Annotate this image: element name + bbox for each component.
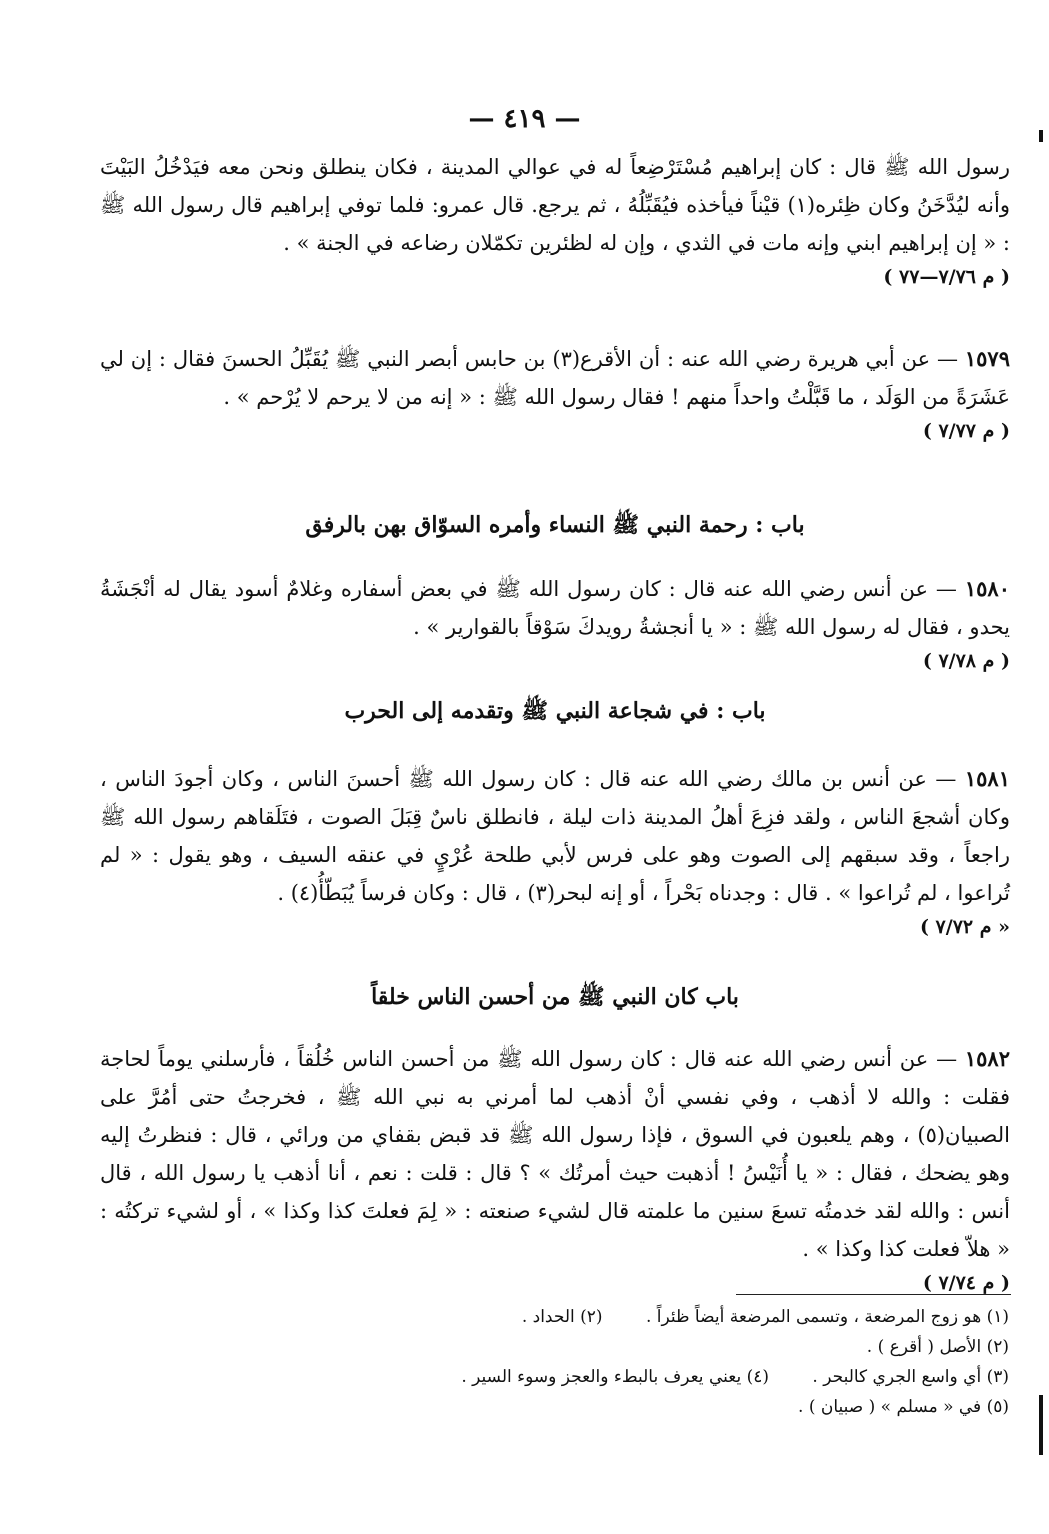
footnotes <box>109 1302 1009 1422</box>
hadith-continuation <box>100 148 1010 292</box>
hadith-number: ١٥٧٩ <box>964 346 1010 371</box>
hadith-reference: ( م ٧/٧٨ ) <box>922 650 1010 672</box>
hadith-number: ١٥٨٢ <box>964 1046 1010 1071</box>
footnote-text: (١) هو زوج المرضعة ، وتسمى المرضعة أيضاً ظئراً . <box>645 1307 1009 1327</box>
footnote-text: (٢) الأصل ( أقرع ) . <box>866 1337 1009 1357</box>
hadith-1579 <box>100 340 1010 446</box>
footnote-line <box>109 1392 1009 1422</box>
footnote-text: (٣) أي واسع الجري كالبحر . <box>812 1367 1009 1387</box>
hadith-1582 <box>100 1040 1010 1298</box>
hadith-text: رسول الله ﷺ قال : كان إبراهيم مُسْتَرْضِعاً له في عوالي المدينة ، فكان ينطلق ونحن معه فيَدْخُلُ البَيْتَ وأنه ليُدَّخَنُ وكان ظِئره(١) قيْناً فيأخذه فيُقَبِّلُهُ ، ثم يرجع. قال عمرو: فلما توفي إبراهيم قال رسول الله ﷺ : « إن إبراهيم ابني وإنه مات في الثدي ، وإن له لظئرين تكمّلان رضاعه في الجنة » . <box>100 155 1010 255</box>
page-number: — ٤١٩ — <box>468 104 581 134</box>
footnote-text: (٥) في « مسلم » ( صبيان ) . <box>798 1397 1009 1417</box>
scan-edge-mark <box>1039 130 1043 142</box>
footnote-text: (٤) يعني يعرف بالبطء والعجز وسوء السير . <box>461 1367 769 1387</box>
hadith-reference: ( م ٧/٧٤ ) <box>922 1272 1010 1294</box>
hadith-1580 <box>100 570 1010 676</box>
footnote-divider <box>736 1294 1011 1295</box>
chapter-heading: باب : في شجاعة النبي ﷺ وتقدمه إلى الحرب <box>344 698 766 724</box>
hadith-reference: ( م ٧/٧٢ » <box>919 916 1010 938</box>
hadith-reference: ( م ٧/٧٧ ) <box>922 420 1010 442</box>
hadith-text: — عن أنس رضي الله عنه قال : كان رسول الله ﷺ في بعض أسفاره وغلامٌ أسود يقال له أنْجَشَةُ يحدو ، فقال له رسول الله ﷺ : « يا أنجشةُ رويدكَ سَوْقاً بالقوارير » . <box>100 577 1010 639</box>
hadith-number: ١٥٨١ <box>964 766 1010 791</box>
footnote-text: (٢) الحداد . <box>521 1307 603 1327</box>
chapter-heading: باب كان النبي ﷺ من أحسن الناس خلقاً <box>371 984 739 1010</box>
hadith-text: — عن أبي هريرة رضي الله عنه : أن الأقرع(٣) بن حابس أبصر النبي ﷺ يُقَبِّلُ الحسنَ فقال : إن لي عَشَرَةً من الوَلَد ، ما قَبَّلْتُ واحداً منهم ! فقال رسول الله ﷺ : « إنه من لا يرحم لا يُرْحم » . <box>100 347 1010 409</box>
hadith-reference: ( م ٧/٧٦—٧٧ ) <box>883 266 1010 288</box>
scan-edge-mark <box>1039 1395 1043 1455</box>
footnote-line <box>109 1362 1009 1392</box>
footnote-line <box>109 1332 1009 1362</box>
chapter-heading: باب : رحمة النبي ﷺ النساء وأمره السوّاق بهن بالرفق <box>305 512 805 538</box>
hadith-number: ١٥٨٠ <box>964 576 1010 601</box>
hadith-1581 <box>100 760 1010 942</box>
hadith-text: — عن أنس بن مالك رضي الله عنه قال : كان رسول الله ﷺ أحسنَ الناس ، وكان أجودَ الناس ، وكان أشجعَ الناس ، ولقد فزِعَ أهلُ المدينة ذات ليلة ، فانطلق ناسٌ قِبَلَ الصوت ، فتَلَقاهم رسول الله ﷺ راجعاً ، وقد سبقهم إلى الصوت وهو على فرس لأبي طلحة عُرْيٍ في عنقه السيف ، وهو يقول : « لم تُراعوا ، لم تُراعوا » . قال : وجدناه بَحْراً ، أو إنه لبحر(٣) ، قال : وكان فرساً يُبَطّأُ(٤) . <box>100 767 1010 905</box>
footnote-line <box>109 1302 1009 1332</box>
hadith-text: — عن أنس رضي الله عنه قال : كان رسول الله ﷺ من أحسن الناس خُلُقاً ، فأرسلني يوماً لحاجة فقلت : والله لا أذهب ، وفي نفسي أنْ أذهب لما أمرني به نبي الله ﷺ ، فخرجتُ حتى أمُرَّ على الصبيان(٥) ، وهم يلعبون في السوق ، فإذا رسول الله ﷺ قد قبض بقفاي من ورائي ، قال : فنظرتُ إليه وهو يضحك ، فقال : « يا أُنَيْسُ ! أذهبت حيث أمرتُك » ؟ قال : قلت : نعم ، أنا أذهب يا رسول الله ، قال أنس : والله لقد خدمتُه تسعَ سنين ما علمته قال لشيء صنعته : « لِمَ فعلتَ كذا وكذا » ، أو لشيء تركتُه : « هلاّ فعلت كذا وكذا » . <box>100 1047 1010 1261</box>
